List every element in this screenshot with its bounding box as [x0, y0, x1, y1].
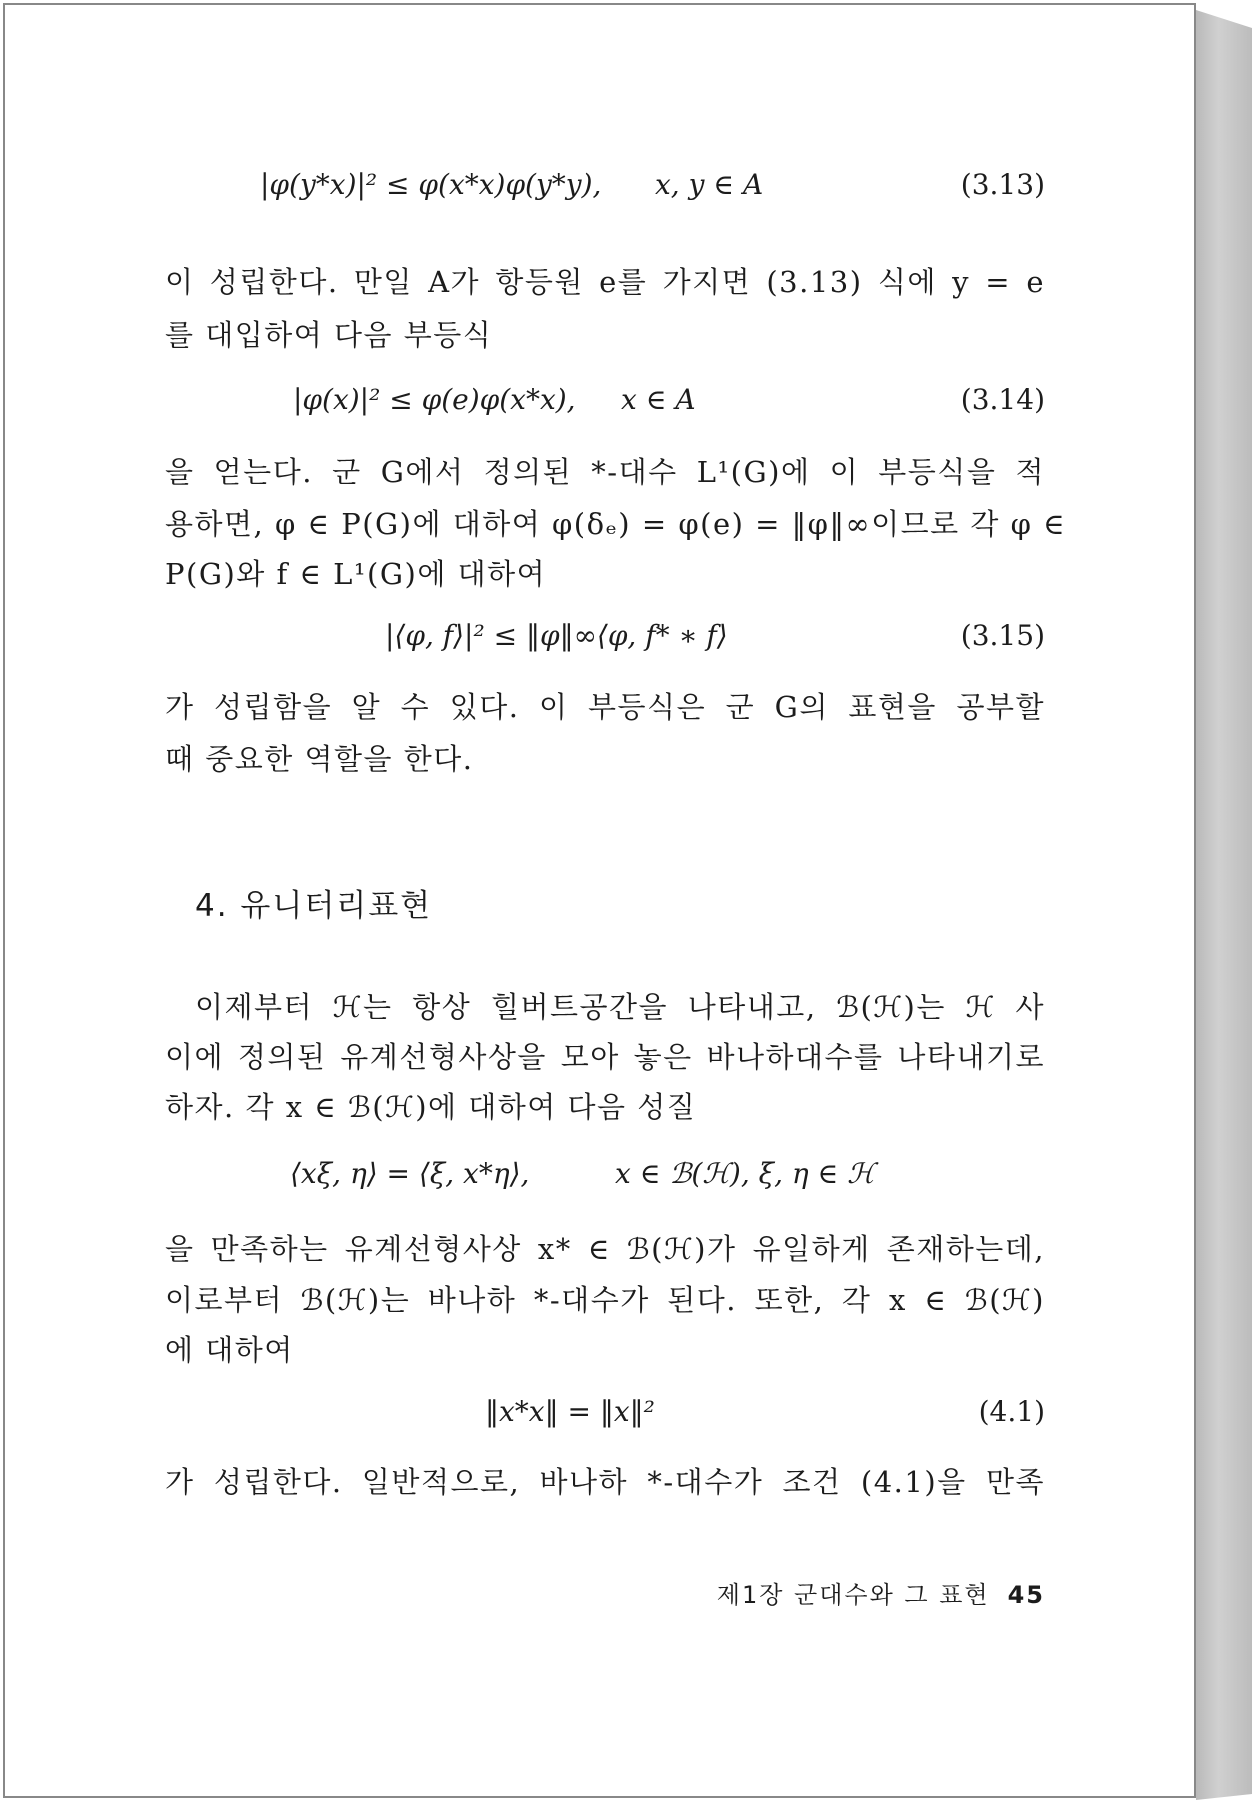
equation-expression: ‖x*x‖ = ‖x‖² [485, 1395, 655, 1428]
text-line: 이에 정의된 유계선형사상을 모아 놓은 바나하대수를 나타내기로 [165, 1040, 1045, 1074]
equation-expression: |φ(y*x)|² ≤ φ(x*x)φ(y*y), [260, 168, 602, 201]
running-head: 제1장 군대수와 그 표현 [716, 1581, 990, 1609]
section-heading: 4. 유니터리표현 [195, 888, 433, 924]
text-line: 을 얻는다. 군 G에서 정의된 *-대수 L¹(G)에 이 부등식을 적 [165, 455, 1045, 489]
text-line: 에 대하여 [165, 1333, 294, 1367]
equation-expression: |⟨φ, f⟩|² ≤ ‖φ‖∞⟨φ, f* ∗ f⟩ [385, 619, 728, 652]
equation-condition: x ∈ ℬ(ℋ), ξ, η ∈ ℋ [615, 1157, 875, 1190]
equation-3-14 [165, 383, 1045, 423]
text-line: 때 중요한 역할을 한다. [165, 742, 474, 776]
equation-condition: x, y ∈ A [655, 168, 764, 201]
text-line: P(G)와 f ∈ L¹(G)에 대하여 [165, 557, 547, 591]
text-line: 이로부터 ℬ(ℋ)는 바나하 *-대수가 된다. 또한, 각 x ∈ ℬ(ℋ) [165, 1283, 1045, 1317]
text-line: 이제부터 ℋ는 항상 힐버트공간을 나타내고, ℬ(ℋ)는 ℋ 사 [195, 990, 1045, 1024]
equation-condition: x ∈ A [621, 383, 696, 416]
equation-expression: |φ(x)|² ≤ φ(e)φ(x*x), [293, 383, 576, 416]
text-line: 가 성립한다. 일반적으로, 바나하 *-대수가 조건 (4.1)을 만족 [165, 1465, 1045, 1499]
equation-number: (3.14) [960, 383, 1045, 416]
equation-number: (4.1) [978, 1395, 1045, 1428]
text-line: 가 성립함을 알 수 있다. 이 부등식은 군 G의 표현을 공부할 [165, 690, 1045, 724]
equation-number: (3.13) [960, 168, 1045, 201]
equation-expression: ⟨xξ, η⟩ = ⟨ξ, x*η⟩, [290, 1157, 530, 1190]
text-line: 을 만족하는 유계선형사상 x* ∈ ℬ(ℋ)가 유일하게 존재하는데, [165, 1232, 1045, 1266]
page-stack-edge [1196, 10, 1252, 1800]
text-line: 하자. 각 x ∈ ℬ(ℋ)에 대하여 다음 성질 [165, 1090, 697, 1124]
page-footer [717, 1575, 1045, 1610]
equation-adjoint [165, 1157, 1045, 1197]
text-line: 용하면, φ ∈ P(G)에 대하여 φ(δₑ) = φ(e) = ‖φ‖∞이므로 각 φ ∈ [165, 507, 1067, 541]
equation-4-1 [165, 1395, 1045, 1435]
equation-3-13 [165, 168, 1045, 208]
equation-number: (3.15) [960, 619, 1045, 652]
equation-3-15 [165, 619, 1045, 659]
book-page [3, 3, 1196, 1798]
text-line: 를 대입하여 다음 부등식 [165, 318, 493, 352]
text-line: 이 성립한다. 만일 A가 항등원 e를 가지면 (3.13) 식에 y = e [165, 265, 1045, 299]
page-number: 45 [1007, 1581, 1045, 1609]
